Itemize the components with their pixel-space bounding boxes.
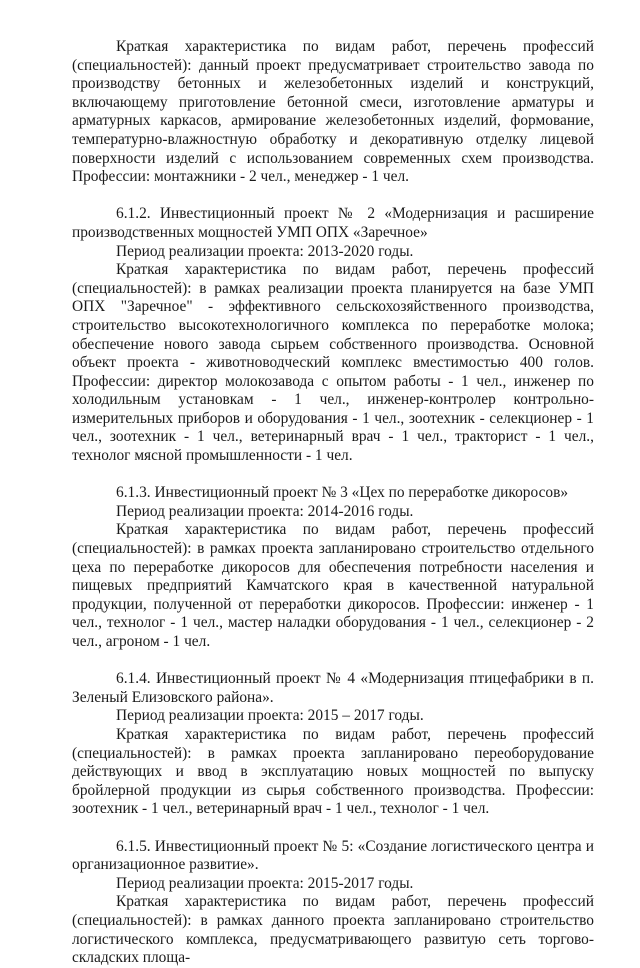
heading-project-5: 6.1.5. Инвестиционный проект № 5: «Создание логистического центра и организационное развитие». [72,837,594,874]
heading-project-4: 6.1.4. Инвестиционный проект № 4 «Модернизация птицефабрики в п. Зеленый Елизовского района». [72,670,594,706]
paragraph-project-1-description: Краткая характеристика по видам работ, перечень профессий (специальностей): данный проект предусматривает строительство завода по производству бетонных и железобетонных изделий и конструкций, включающему приготовление бетонной смеси, изготовление арматуры и арматурных каркасов, армирование железобетонных изделий, формование, температурно-влажностную обработку и декоративную отделку лицевой поверхности изделий с использованием современных схем производства. Профессии: монтажники - 2 чел., менеджер - 1 чел. [72,38,594,186]
heading-project-2: 6.1.2. Инвестиционный проект № 2 «Модернизация и расширение производственных мощностей УМП ОПХ «Заречное» [72,205,594,241]
project-2-period: Период реализации проекта: 2013-2020 годы. [116,242,414,260]
project-4-period: Период реализации проекта: 2015 – 2017 годы. [116,707,424,725]
paragraph-project-3-description: Краткая характеристика по видам работ, перечень профессий (специальностей): в рамках проекта запланировано строительство отдельного цеха по переработке дикоросов для обеспечения потребности населения и пищевых предприятий Камчатского края в качественной натуральной продукции, полученной от переработки дикоросов. Профессии: инженер - 1 чел., технолог - 1 чел., мастер наладки оборудования - 1 чел., селекционер - 2 чел., агроном - 1 чел. [72,521,594,650]
paragraph-project-4-description: Краткая характеристика по видам работ, перечень профессий (специальностей): в рамках проекта запланировано переоборудование действующих и ввод в эксплуатацию новых мощностей по выпуску бройлерной продукции из сырья собственного производства. Профессии: зоотехник - 1 чел., ветеринарный врач - 1 чел., технолог - 1 чел. [72,725,594,818]
document-body [72,38,594,968]
paragraph-project-2-description: Краткая характеристика по видам работ, перечень профессий (специальностей): в рамках реализации проекта планируется на базе УМП ОПХ "Заречное" - эффективного сельскохозяйственного производства, строительство высокотехнологичного комплекса по переработке молока; обеспечение нового завода сырьем собственного производства. Основной объект проекта - животноводческий комплекс вместимостью 400 голов. Профессии: директор молокозавода с опытом работы - 1 чел., инженер по холодильным установкам - 1 чел., инженер-контролер контрольно-измерительных приборов и оборудования - 1 чел., зоотехник - селекционер - 1 чел., зоотехник - 1 чел., ветеринарный врач - 1 чел., тракторист - 1 чел., технолог мясной промышленности - 1 чел. [72,261,594,465]
project-5-period: Период реализации проекта: 2015-2017 годы. [116,874,414,892]
project-3-period: Период реализации проекта: 2014-2016 годы. [116,502,414,520]
heading-project-3: 6.1.3. Инвестиционный проект № 3 «Цех по переработке дикоросов» [116,484,569,502]
paragraph-project-5-description: Краткая характеристика по видам работ, перечень профессий (специальностей): в рамках данного проекта запланировано строительство логистического комплекса, предусматривающего развитую сеть торгово-складских площа- [72,893,594,967]
